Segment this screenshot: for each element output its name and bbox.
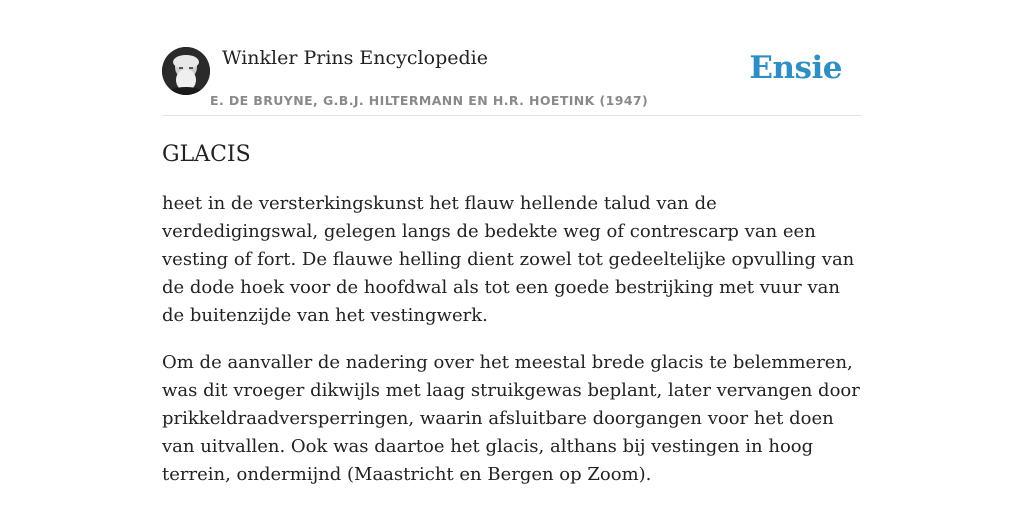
author-avatar (162, 47, 210, 95)
entry-title: GLACIS (162, 142, 251, 167)
authors-line: E. DE BRUYNE, G.B.J. HILTERMANN EN H.R. HOETINK (1947) (210, 93, 649, 108)
entry-paragraph: Om de aanvaller de nadering over het meestal brede glacis te belemmeren, was dit vroeger dikwijls met laag struikgewas beplant, later vervangen door prikkeldraadversperringen, waarin afsluitbare doorgangen voor het doen van uitvallen. Ook was daartoe het glacis, althans bij vestingen in hoog terrein, ondermijnd (Maastricht en Bergen op Zoom). (162, 352, 860, 485)
brand-logo-link[interactable]: Ensie (749, 50, 842, 86)
entry-card (162, 40, 862, 489)
entry-paragraph: heet in de versterkingskunst het flauw hellende talud van de verdedigingswal, gelegen langs de bedekte weg of contrescarp van een vesting of fort. De flauwe helling dient zowel tot gedeeltelijke opvulling van de dode hoek voor de hoofdwal als tot een goede bestrijking met vuur van de buitenzijde van het vestingwerk. (162, 193, 855, 326)
book-title: Winkler Prins Encyclopedie (222, 47, 488, 69)
entry-header (162, 40, 862, 116)
